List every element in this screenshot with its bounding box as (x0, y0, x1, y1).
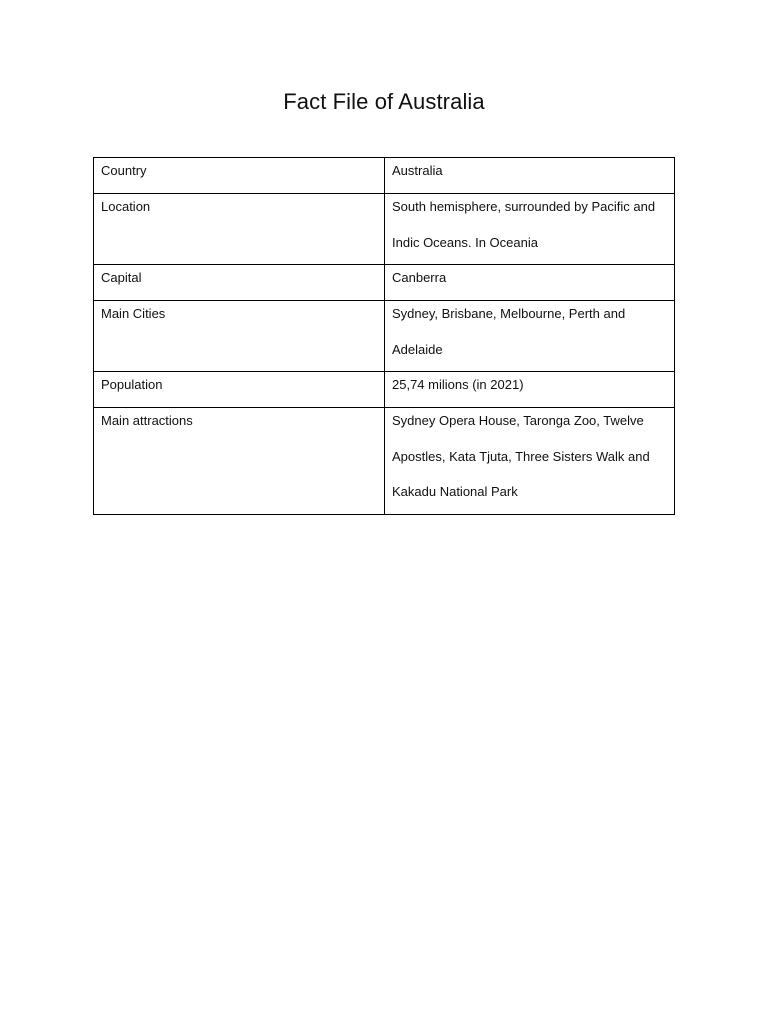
page-title: Fact File of Australia (283, 89, 485, 114)
row-label: Population (101, 377, 163, 392)
table-row-location (94, 194, 675, 265)
row-value: Sydney Opera House, Taronga Zoo, Twelve Apostles, Kata Tjuta, Three Sisters Walk and Kakadu National Park (392, 413, 650, 499)
table-row-main-attractions (94, 408, 675, 515)
fact-table (93, 157, 675, 515)
row-value-cell (385, 301, 675, 372)
row-label: Country (101, 163, 147, 178)
row-value: Sydney, Brisbane, Melbourne, Perth and Adelaide (392, 306, 626, 357)
table-row-main-cities (94, 301, 675, 372)
row-value-cell (385, 408, 675, 515)
row-value-cell (385, 194, 675, 265)
row-label-cell (94, 408, 385, 515)
row-value: South hemisphere, surrounded by Pacific and Indic Oceans. In Oceania (392, 199, 656, 250)
row-label: Capital (101, 270, 142, 285)
row-value: Canberra (392, 270, 447, 285)
row-label-cell (94, 194, 385, 265)
row-value: Australia (392, 163, 443, 178)
row-label-cell (94, 301, 385, 372)
row-label: Main attractions (101, 413, 193, 428)
row-label: Main Cities (101, 306, 166, 321)
row-value: 25,74 milions (in 2021) (392, 377, 524, 392)
row-label: Location (101, 199, 151, 214)
